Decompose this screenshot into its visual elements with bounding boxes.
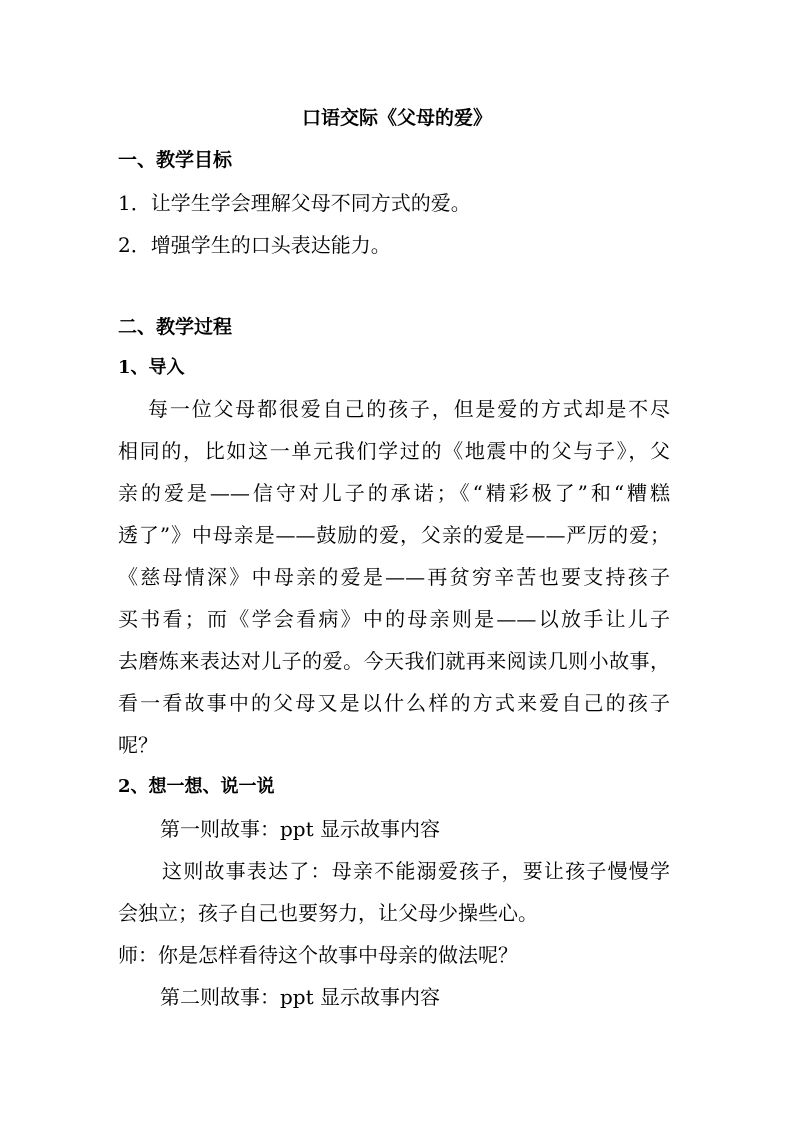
story-summary-line: 会独立；孩子自己也要努力，让父母少操些心。: [118, 901, 538, 925]
intro-paragraph-line: 去磨炼来表达对儿子的爱。今天我们就再来阅读几则小故事，: [118, 649, 670, 673]
section-heading-process: 二、教学过程: [118, 316, 233, 338]
story-summary-line: 这则故事表达了：母亲不能溺爱孩子，要让孩子慢慢学: [162, 859, 670, 883]
intro-paragraph-line: 《慈母情深》中母亲的爱是——再贫穷辛苦也要支持孩子: [118, 565, 670, 589]
story-2-line: 第二则故事：ppt 显示故事内容: [160, 985, 440, 1009]
goal-item-1: 1．让学生学会理解父母不同方式的爱。: [118, 191, 471, 215]
sub-heading-think-say: 2、想一想、说一说: [118, 776, 275, 797]
intro-paragraph-line: 呢？: [118, 733, 158, 757]
intro-paragraph-line: 透了”》中母亲是——鼓励的爱，父亲的爱是——严厉的爱；: [118, 523, 670, 547]
section-heading-goals: 一、教学目标: [118, 149, 233, 171]
goal-item-2: 2．增强学生的口头表达能力。: [118, 233, 391, 257]
story-1-line: 第一则故事：ppt 显示故事内容: [160, 817, 440, 841]
sub-heading-intro: 1、导入: [118, 357, 185, 378]
intro-paragraph-line: 买书看；而《学会看病》中的母亲则是——以放手让儿子: [118, 607, 670, 631]
teacher-question: 师：你是怎样看待这个故事中母亲的做法呢？: [118, 943, 518, 967]
intro-paragraph-line: 亲的爱是——信守对儿子的承诺；《“精彩极了”和“糟糕: [118, 481, 670, 505]
document-title: 口语交际《父母的爱》: [301, 107, 492, 129]
intro-paragraph-line: 每一位父母都很爱自己的孩子，但是爱的方式却是不尽: [148, 397, 670, 421]
intro-paragraph-line: 相同的，比如这一单元我们学过的《地震中的父与子》，父: [118, 439, 670, 463]
intro-paragraph-line: 看一看故事中的父母又是以什么样的方式来爱自己的孩子: [118, 691, 670, 715]
